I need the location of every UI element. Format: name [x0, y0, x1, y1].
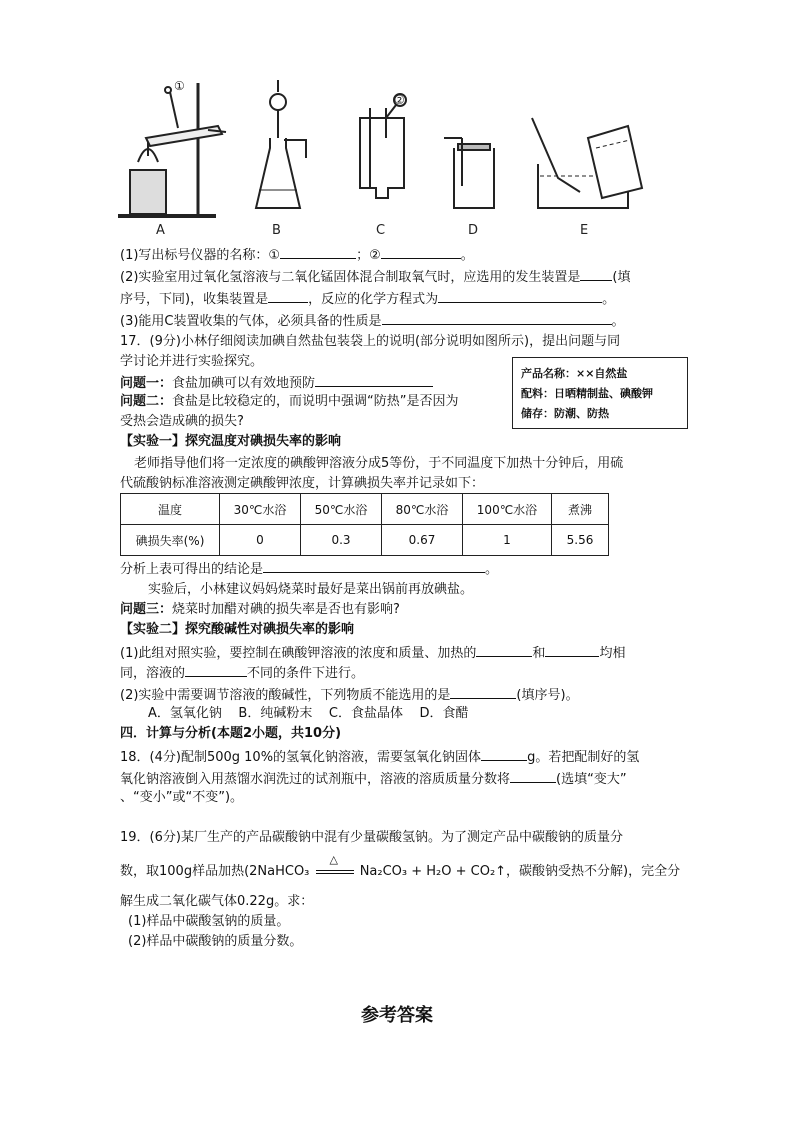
analysis-text: 分析上表可得出的结论是 — [120, 562, 264, 577]
analysis-line — [120, 558, 498, 580]
blank-control-1[interactable] — [476, 642, 532, 657]
exp1-desc-2: 代硫酸钠标准溶液测定碘酸钾浓度，计算碘损失率并记录如下： — [120, 476, 485, 491]
marker-2: ② — [394, 93, 405, 107]
q3-text: 烧菜时加醋对碘的损失率是否也有影响? — [172, 602, 400, 617]
q18-c: 氧化钠溶液倒入用蒸馏水润洗过的试剂瓶中，溶液的溶质质量分数将 — [120, 772, 511, 787]
e2-1b: 和 — [532, 646, 546, 661]
q18-d: (选填“变大” — [556, 772, 627, 787]
th-50: 50℃水浴 — [301, 494, 382, 525]
exp2-title: 【实验二】探究酸碱性对碘损失率的影响 — [120, 622, 355, 637]
delta-symbol: △ — [329, 853, 339, 866]
blank-naoh-mass[interactable] — [481, 746, 527, 761]
blank-disease[interactable] — [315, 372, 433, 387]
th-30: 30℃水浴 — [220, 494, 301, 525]
table-header-row — [121, 494, 609, 525]
q17-question-2b: 受热会造成碘的损失? — [120, 414, 244, 429]
q16-part2-line1 — [120, 266, 631, 288]
q16-p2-b: (填 — [612, 270, 631, 285]
q16-p2-c: 序号，下同)，收集装置是 — [120, 292, 269, 307]
apparatus-b — [256, 80, 306, 208]
table-row — [121, 525, 609, 556]
q3-bold: 问题三： — [120, 602, 173, 617]
e2-1e: 不同的条件下进行。 — [247, 666, 365, 681]
q16-part2-line2 — [120, 288, 615, 310]
q18-line2 — [120, 768, 627, 790]
row-label: 碘损失率(%) — [121, 525, 220, 556]
after-experiment: 实验后，小林建议妈妈烧菜时最好是菜出锅前再放碘盐。 — [148, 582, 474, 597]
label-line-3: 储存：防潮、防热 — [521, 407, 609, 420]
q16-p1-end: 。 — [460, 248, 474, 263]
blank-generator[interactable] — [580, 266, 612, 281]
q16-p1-prefix: (1)写出标号仪器的名称：① — [120, 248, 281, 263]
e2-1d: 同，溶液的 — [120, 666, 186, 681]
q17-question-3 — [120, 600, 400, 620]
th-temp: 温度 — [121, 494, 220, 525]
blank-variable[interactable] — [185, 662, 247, 677]
th-80: 80℃水浴 — [382, 494, 463, 525]
q19-sub2: (2)样品中碳酸钠的质量分数。 — [128, 934, 303, 949]
q19-sub1: (1)样品中碳酸氢钠的质量。 — [128, 914, 290, 929]
th-100: 100℃水浴 — [463, 494, 552, 525]
e2-1c: 均相 — [599, 646, 626, 661]
e2-2b: (填序号)。 — [516, 688, 579, 703]
q2-bold: 问题二： — [120, 394, 173, 409]
q2-text: 食盐是比较稳定的，而说明中强调“防热”是否因为 — [172, 394, 459, 409]
q1-text: 食盐加碘可以有效地预防 — [172, 376, 316, 391]
q18-a: 18．(4分)配制500g 10%的氢氧化钠溶液，需要氢氧化钠固体 — [120, 750, 482, 765]
q18-line3: 、“变小”或“不变”)。 — [120, 790, 244, 805]
q16-part1 — [120, 244, 474, 266]
label-e: E — [580, 223, 589, 238]
label-d: D — [468, 223, 479, 238]
label-line-1: 产品名称：××自然盐 — [521, 367, 628, 380]
q19-line3: 解生成二氧化碳气体0.22g。求： — [120, 894, 314, 909]
cell-80: 0.67 — [382, 525, 463, 556]
apparatus-e — [532, 118, 642, 208]
q16-part3 — [120, 310, 625, 332]
blank-gas-property[interactable] — [382, 310, 612, 325]
exp2-options: A．氢氧化钠 B．纯碱粉末 C．食盐晶体 D．食醋 — [148, 706, 469, 721]
apparatus-d — [444, 138, 494, 208]
q18-line1 — [120, 746, 639, 768]
salt-label-box — [512, 357, 688, 429]
q1-bold: 问题一： — [120, 376, 173, 391]
section-4-title: 四．计算与分析(本题2小题，共10分) — [120, 726, 342, 741]
exp1-title: 【实验一】探究温度对碘损失率的影响 — [120, 434, 342, 449]
blank-instrument-2[interactable] — [381, 244, 461, 259]
heat-arrow — [316, 853, 354, 882]
cell-50: 0.3 — [301, 525, 382, 556]
blank-instrument-1[interactable] — [280, 244, 356, 259]
marker-1: ① — [174, 79, 185, 93]
exp2-part1-line2 — [120, 662, 364, 684]
q16-p1-mid: ；② — [356, 248, 381, 263]
blank-choice[interactable] — [450, 684, 516, 699]
answer-title: 参考答案 — [361, 1005, 433, 1026]
blank-change[interactable] — [510, 768, 556, 783]
blank-conclusion[interactable] — [263, 558, 485, 573]
iodine-loss-table — [120, 493, 609, 556]
apparatus-c — [360, 94, 406, 198]
label-c: C — [376, 223, 386, 238]
q16-p2-a: (2)实验室用过氧化氢溶液与二氧化锰固体混合制取氧气时，应选用的发生装置是 — [120, 270, 581, 285]
e2-1a: (1)此组对照实验，要控制在碘酸钾溶液的浓度和质量、加热的 — [120, 646, 477, 661]
q18-b: g。若把配制好的氢 — [527, 750, 640, 765]
q19-l2b: Na₂CO₃ + H₂O + CO₂↑，碳酸钠受热不分解)，完全分 — [359, 864, 681, 879]
analysis-end: 。 — [485, 562, 499, 577]
q17-question-1 — [120, 372, 433, 394]
blank-equation[interactable] — [438, 288, 602, 303]
q17-intro-1: 17．(9分)小林仔细阅读加碘自然盐包装袋上的说明(部分说明如图所示)，提出问题与同 — [120, 334, 621, 349]
q16-p3-b: 。 — [611, 314, 625, 329]
e2-2a: (2)实验中需要调节溶液的酸碱性，下列物质不能选用的是 — [120, 688, 451, 703]
label-line-2: 配料：日晒精制盐、碘酸钾 — [521, 387, 653, 400]
q16-p2-e: 。 — [602, 292, 616, 307]
q17-intro-2: 学讨论并进行实验探究。 — [120, 354, 264, 369]
blank-control-2[interactable] — [545, 642, 599, 657]
exp1-desc-1: 老师指导他们将一定浓度的碘酸钾溶液分成5等份，于不同温度下加热十分钟后，用硫 — [134, 456, 624, 471]
cell-30: 0 — [220, 525, 301, 556]
cell-100: 1 — [463, 525, 552, 556]
exp2-part1-line1 — [120, 642, 625, 664]
cell-boil: 5.56 — [552, 525, 609, 556]
blank-collector[interactable] — [268, 288, 308, 303]
q19-l2a: 数，取100g样品加热(2NaHCO₃ — [120, 864, 310, 879]
th-boil: 煮沸 — [552, 494, 609, 525]
q16-p2-d: ，反应的化学方程式为 — [308, 292, 439, 307]
q17-question-2 — [120, 392, 459, 412]
q19-line2 — [120, 853, 681, 882]
q16-p3-a: (3)能用C装置收集的气体，必须具备的性质是 — [120, 314, 382, 329]
q19-line1: 19．(6分)某厂生产的产品碳酸钠中混有少量碳酸氢钠。为了测定产品中碳酸钠的质量分 — [120, 830, 623, 845]
exp2-part2 — [120, 684, 579, 706]
label-a: A — [156, 223, 165, 238]
label-b: B — [272, 223, 281, 238]
apparatus-figure — [118, 78, 648, 238]
apparatus-a — [118, 83, 226, 216]
